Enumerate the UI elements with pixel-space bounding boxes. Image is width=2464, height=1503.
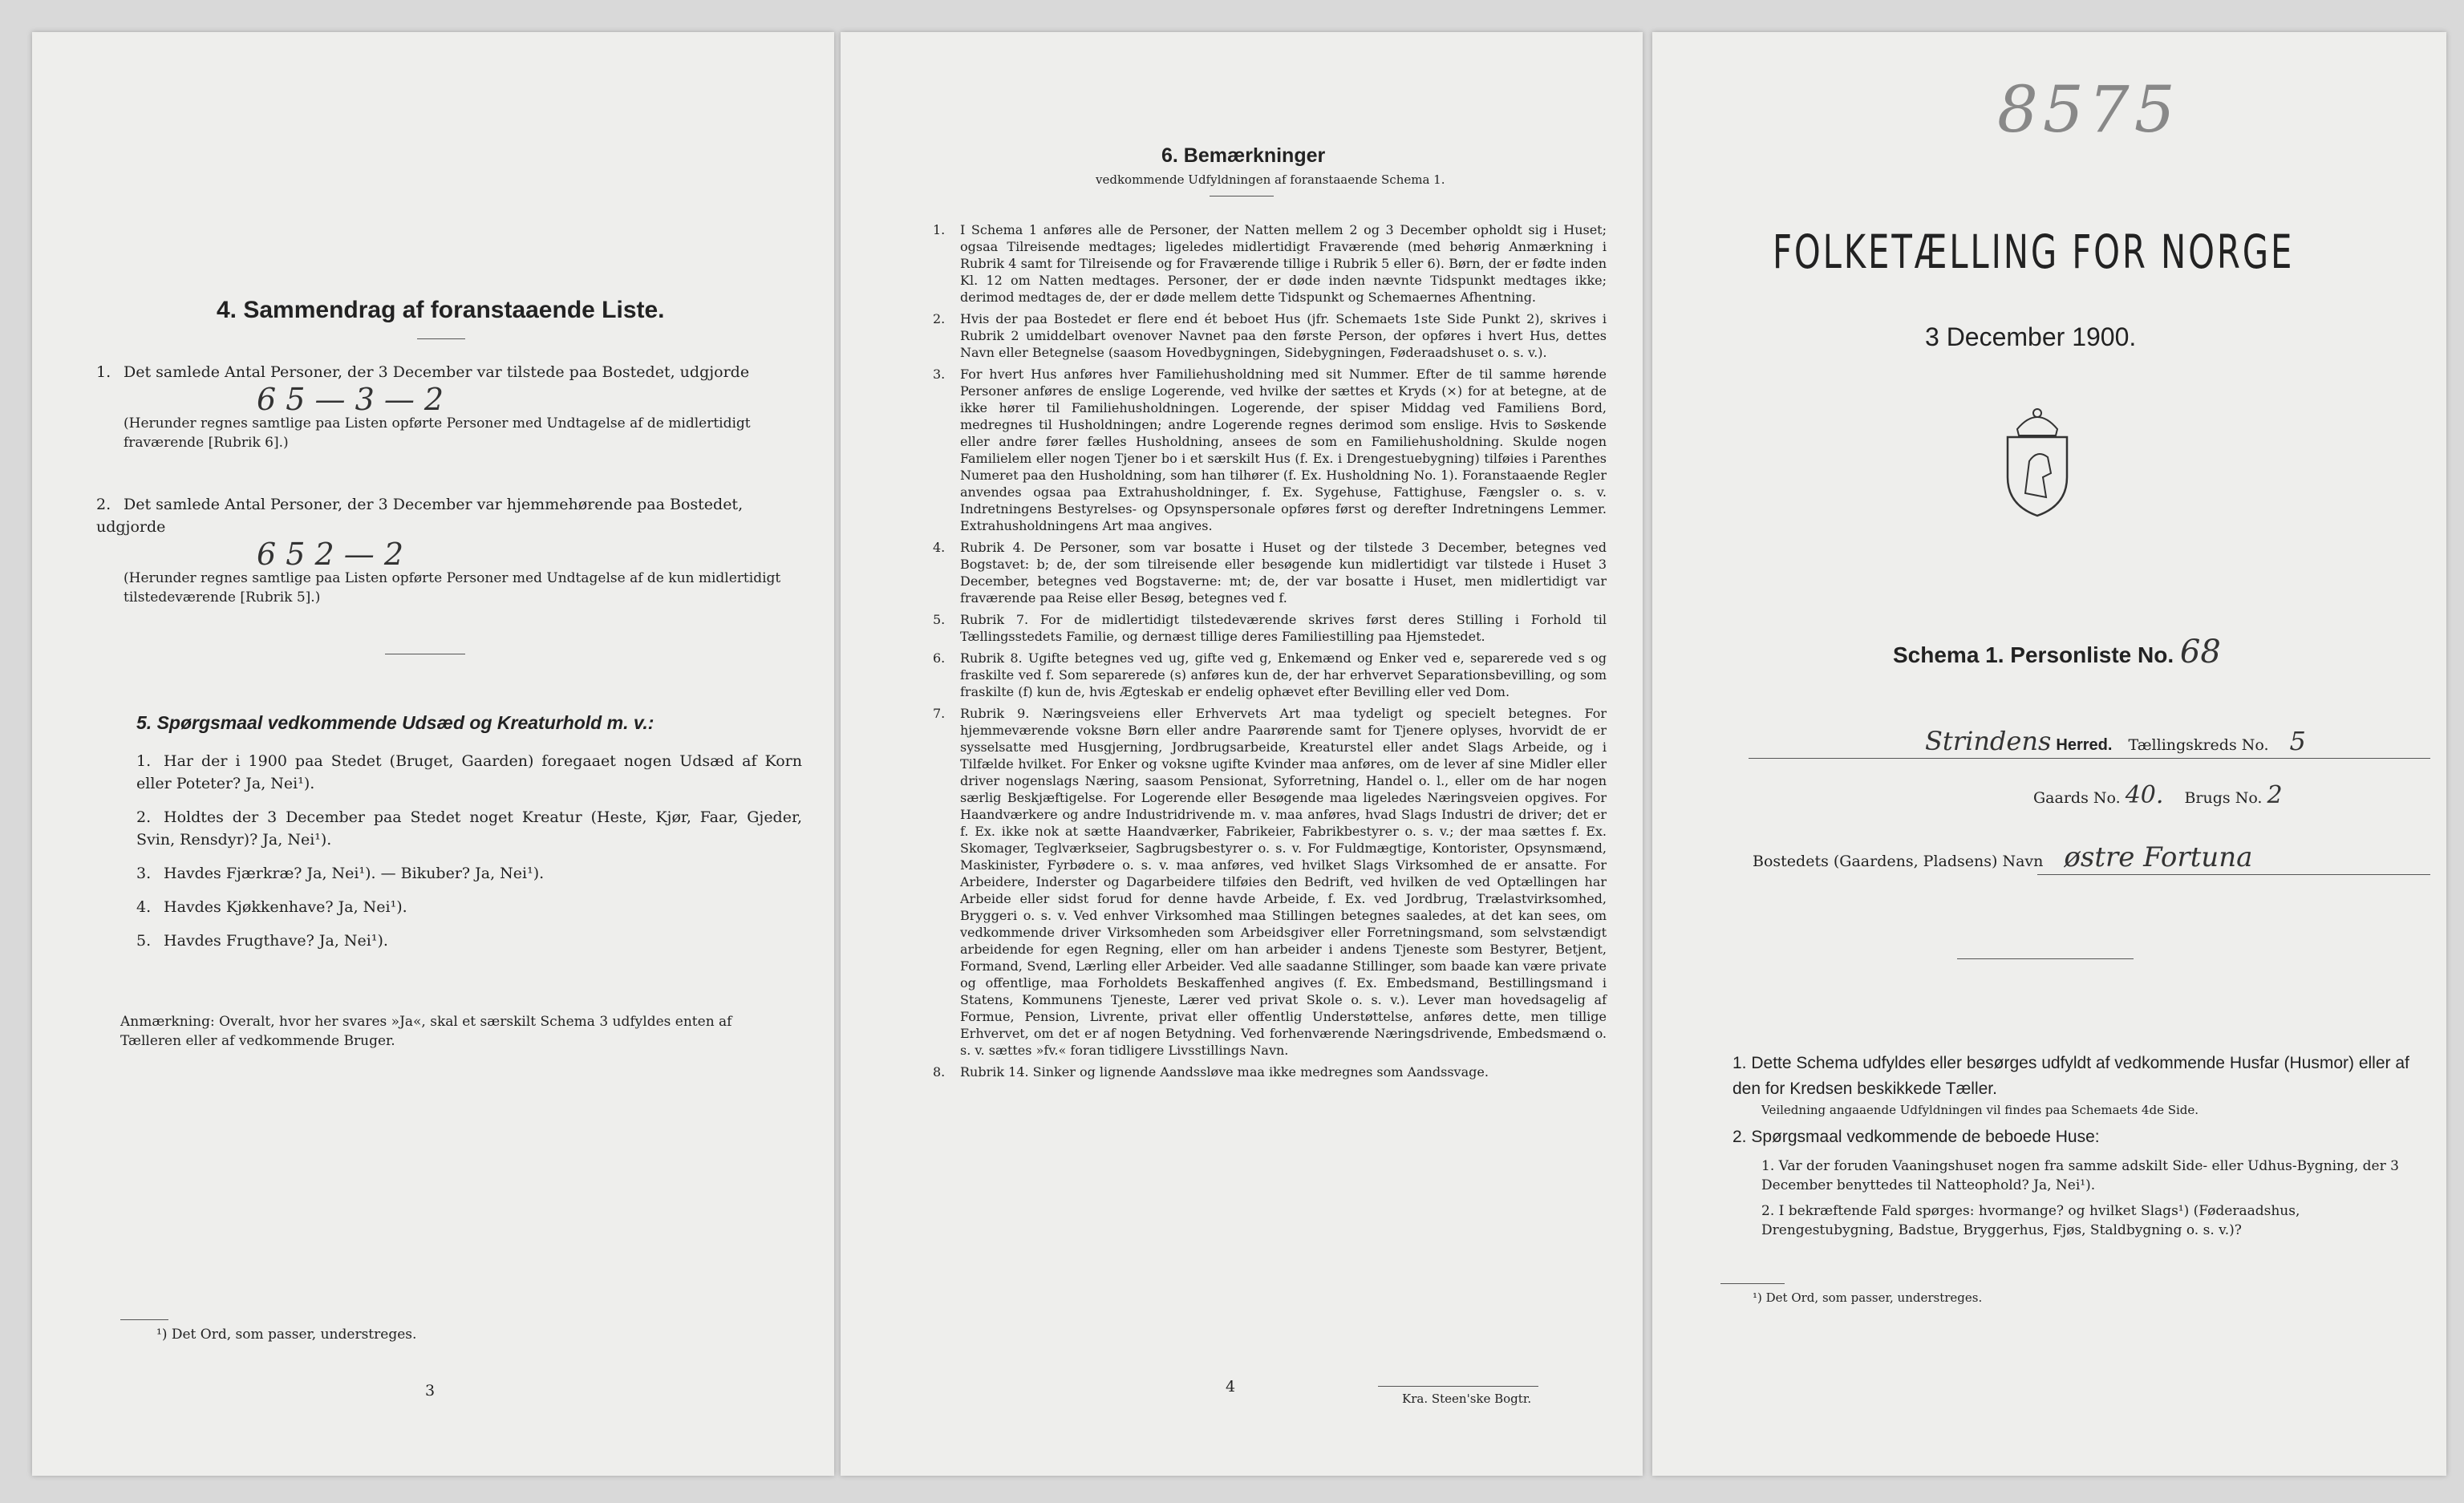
footnote: ¹) Det Ord, som passer, understreges. xyxy=(1753,1290,1983,1305)
remark-8: 8. Rubrik 14. Sinker og lignende Aandssløve maa ikke medregnes som Aandssvage. xyxy=(933,1064,1489,1080)
question-4: 4. Havdes Kjøkkenhave? Ja, Nei¹). xyxy=(136,898,407,916)
bosted-line xyxy=(1753,841,2434,873)
footnote: ¹) Det Ord, som passer, understreges. xyxy=(156,1327,417,1343)
remark-5: 5. Rubrik 7. For de midlertidigt tilstedeværende skrives først deres Stilling i Forhold til Tællingsstedets Familie, og dernæst tillige deres Familiestilling paa Hjemstedet. xyxy=(933,612,1607,644)
remark-7: 7. Rubrik 9. Næringsveiens eller Erhvervets Art maa tydeligt og specielt betegnes. For hjemmeværende voksne Børn eller andre Paarørende samt for Tjenere oplyses, hvorvidt de er sysselsatte med Husgjerning, Jordbrugsarbeide, Kreaturstel eller andet Slags Arbeide, og i Tilfælde hvilket. For Enker og voksne ugifte Kvinder maa anføres, om de lever af sine Midler eller driver nogenslags Næring, saasom Pensionat, Syforretning, Handel o. l., eller om de har nogen særlig Beskjæftigelse. For Logerende eller Besøgende maa ligeledes Næringsveien opgives. For Haandværkere og andre Industridrivende m. v. maa anføres, hvad Slags Industri de driver; det er f. Ex. ikke nok at sætte Haandværker, Fabrikeier, Fabrikbestyrer o. s. v.; der maa sættes f. Ex. Skomager, Teglværkseier, Sagbrugsbestyrer o. s. v. For Fuldmægtige, Kontorister, Opsynsmænd, Maskinister, Fyrbødere o. s. v. maa anføres, ved hvilket Slags Virksomhed de er ansatte. For Arbeidere, Inderster og Dagarbeidere tilføies den Bedrift, ved hvilken de ved Optællingen har Arbeide eller sidst forud for denne havde Arbeide, f. Ex. ved Jordbrug, Trælastvirksomhed, Bryggeri o. s. v. Ved enhver Virksomhed maa Stillingen betegnes saaledes, at det kan sees, om vedkommende driver Virksomheden som Arbeidsgiver eller Forretningsmand, som selvstændigt arbeidende for egen Regning, eller om han arbeider i andens Tjeneste som Bestyrer, Betjent, Formand, Svend, Lærling eller Arbeider. Ved alle saadanne Stillinger, som baade kan være private og offentlige, maa Forholdets Beskaffenhed angives (f. Ex. Embedsmand, Bestillingsmand i Statens, Kommunens Tjeneste, Lærer ved privat Skole o. s. v.). Lever man hovedsagelig af Formue, Pension, Livrente, privat eller offentlig Understøttelse, anføres dette, men tillige Erhvervet, om det er af nogen Betydning. Ved forhenværende Næringsdrivende, Embedsmænd o. s. v. sættes »fv.« foran tidligere Livsstillings Navn. xyxy=(933,706,1607,1058)
herred-name: Strindens xyxy=(1925,726,2052,756)
herred-label: Herred. xyxy=(2056,736,2113,754)
question-2: 2. Holdtes der 3 December paa Stedet noget Kreatur (Heste, Kjør, Faar, Gjeder, Svin, Rensdyr)? Ja, Nei¹). xyxy=(136,808,802,849)
item-text: Det samlede Antal Personer, der 3 December var hjemmehørende paa Bostedet, udgjorde xyxy=(96,496,744,536)
instruction-2: 2. Spørgsmaal vedkommende de beboede Huse: xyxy=(1732,1128,2100,1146)
kreds-label: Tællingskreds No. xyxy=(2128,736,2269,754)
kreds-number: 5 xyxy=(2289,726,2306,756)
remark-2: 2. Hvis der paa Bostedet er flere end ét beboet Hus (jfr. Schemaets 1ste Side Punkt 2), skrives i Rubrik 2 umiddelbart ovenover Navnet paa den første Person, der opføres i hvert Hus, dettes Navn eller Betegnelse (saasom Hovedbygningen, Sidebygningen, Føderaadshuset o. s. v.). xyxy=(933,311,1607,360)
item-note: (Herunder regnes samtlige paa Listen opførte Personer med Undtagelse af de kun midlertidigt tilstedeværende [Rubrik 5].) xyxy=(124,570,781,606)
census-date: 3 December 1900. xyxy=(1925,322,2137,351)
gaard-number: 40. xyxy=(2125,781,2164,809)
pencil-number: 8575 xyxy=(1997,72,2180,147)
remarks-subheading: vedkommende Udfyldningen af foranstaaende Schema 1. xyxy=(1096,172,1445,187)
remark-1: 1. I Schema 1 anføres alle de Personer, der Natten mellem 2 og 3 December opholdt sig i Huset; ogsaa Tilreisende medtages; ligeledes midlertidigt Fraværende (med behørig Anmærkning i Rubrik 4 samt for Tilreisende og for Fraværende tillige i Rubrik 5 eller 6). Børn, der er fødte inden Kl. 12 om Natten medtages. Personer, der er døde inden nævnte Tidspunkt medtages ikke; derimod medtages de, der er døde mellem dette Tidspunkt og Schemaernes Afhentning. xyxy=(933,222,1607,305)
page-number: 3 xyxy=(425,1382,436,1400)
page-number: 4 xyxy=(1226,1378,1236,1396)
remarks-heading: 6. Bemærkninger xyxy=(1161,144,1326,167)
schema-line xyxy=(1893,634,2221,670)
annotation-note: Anmærkning: Overalt, hvor her svares »Ja«, skal et særskilt Schema 3 udfyldes enten af Tælleren eller af vedkommende Bruger. xyxy=(120,1014,732,1049)
summary-item-1 xyxy=(96,361,802,452)
bosted-underline xyxy=(2037,874,2430,875)
item-number: 2. xyxy=(96,496,111,513)
questions-list xyxy=(136,750,802,957)
summary-heading: 4. Sammendrag af foranstaaende Liste. xyxy=(217,297,665,323)
item-text: Det samlede Antal Personer, der 3 December var tilstede paa Bostedet, udgjorde xyxy=(124,363,750,381)
bosted-name: østre Fortuna xyxy=(2064,841,2253,873)
question-5: 5. Havdes Frugthave? Ja, Nei¹). xyxy=(136,932,388,950)
question-1: 1. Har der i 1900 paa Stedet (Bruget, Gaarden) foregaaet nogen Udsæd af Korn eller Poteter? Ja, Nei¹). xyxy=(136,752,802,792)
handwritten-count: 6 5 2 — 2 xyxy=(257,537,404,572)
gaard-line xyxy=(2033,781,2283,809)
footnote-rule xyxy=(1720,1283,1785,1284)
remark-3: 3. For hvert Hus anføres hver Familiehusholdning med sit Nummer. Efter de til samme hørende Personer anføres de enslige Logerende, ved hvilke der sættes et Kryds (×) for at betegne, at de ikke hører til Familiehusholdningen. Logerende, der spiser Middag ved Familiens Bord, medregnes til Husholdningen; andre Logerende regnes derimod som enslige. Hvis to Søskende eller andre fører fælles Husholdning, ansees de som en Familiehusholdning. Skulde nogen Familielem eller nogen Tjener bo i et særskilt Hus (f. Ex. i Drengestuebygning) tilføies i Parenthes Numeret paa den Husholdning, som han tilhører (f. Ex. Husholdning No. 1). Foranstaaende Regler anvendes ogsaa paa Extrahusholdninger, f. Ex. Sygehuse, Fattighuse, Fængsler o. s. v. Indretningens Bestyrelses- og Opsynspersonale opføres først og derefter Indretningens Lemmer. Extrahusholdningens Art maa angives. xyxy=(933,367,1607,533)
footnote-rule xyxy=(120,1319,168,1320)
middle-page xyxy=(841,32,1643,1476)
remarks-list xyxy=(933,221,1607,1085)
printer-credit: Kra. Steen'ske Bogtr. xyxy=(1402,1392,1532,1406)
brug-number: 2 xyxy=(2267,781,2283,809)
crops-heading: 5. Spørgsmaal vedkommende Udsæd og Kreaturhold m. v.: xyxy=(136,712,654,733)
gaard-label: Gaards No. xyxy=(2033,789,2121,807)
brug-label: Brugs No. xyxy=(2184,789,2263,807)
instructions xyxy=(1732,1051,2430,1240)
census-title: FOLKETÆLLING FOR NORGE xyxy=(1773,225,2295,279)
norway-coat-of-arms-icon xyxy=(1993,397,2081,517)
divider xyxy=(417,338,465,339)
summary-item-2 xyxy=(96,493,802,607)
printer-rule xyxy=(1378,1386,1538,1387)
item-note: (Herunder regnes samtlige paa Listen opførte Personer med Undtagelse af de midlertidigt fraværende [Rubrik 6].) xyxy=(124,415,751,451)
herred-line xyxy=(1749,726,2430,756)
handwritten-count: 6 5 — 3 — 2 xyxy=(257,382,444,417)
instruction-1: 1. Dette Schema udfyldes eller besørges udfyldt af vedkommende Husfar (Husmor) eller af den for Kredsen beskikkede Tæller. xyxy=(1732,1054,2409,1098)
question-3: 3. Havdes Fjærkræ? Ja, Nei¹). — Bikuber? Ja, Nei¹). xyxy=(136,865,545,882)
remark-6: 6. Rubrik 8. Ugifte betegnes ved ug, gifte ved g, Enkemænd og Enker ved e, separerede ved s og fraskilte ved f. Som separerede (s) anføres kun de, der har erhvervet Separationsbevilling, og som fraskilte (f) kun de, hvis Ægteskab er endelig ophævet efter Bevilling eller ved Dom. xyxy=(933,650,1607,699)
bosted-label: Bostedets (Gaardens, Pladsens) Navn xyxy=(1753,853,2044,870)
item-number: 1. xyxy=(96,363,111,381)
herred-underline xyxy=(1749,758,2430,759)
divider xyxy=(1957,958,2134,959)
house-question-2: 2. I bekræftende Fald spørges: hvormange? og hvilket Slags¹) (Føderaadshus, Drengestubygning, Badstue, Bryggerhus, Fjøs, Staldbygning o. s. v.)? xyxy=(1761,1203,2300,1238)
left-page xyxy=(32,32,834,1476)
remark-4: 4. Rubrik 4. De Personer, som var bosatte i Huset og der tilstede 3 December, betegnes ved Bogstavet: b; de, der som tilreisende eller besøgende kun midlertidigt var tilstede i Huset 3 December, betegnes ved Bogstaverne: mt; de, der var bosatte i Huset, men midlertidigt var fraværende paa Reise eller Besøg, betegnes ved f. xyxy=(933,540,1607,606)
schema-label: Schema 1. Personliste No. xyxy=(1893,642,2174,667)
right-page xyxy=(1652,32,2446,1476)
instruction-1-note: Veiledning angaaende Udfyldningen vil findes paa Schemaets 4de Side. xyxy=(1761,1103,2199,1117)
house-question-1: 1. Var der foruden Vaaningshuset nogen fra samme adskilt Side- eller Udhus-Bygning, der 3 December benyttedes til Natteophold? Ja, Nei¹). xyxy=(1761,1158,2399,1193)
schema-number: 68 xyxy=(2179,634,2221,670)
